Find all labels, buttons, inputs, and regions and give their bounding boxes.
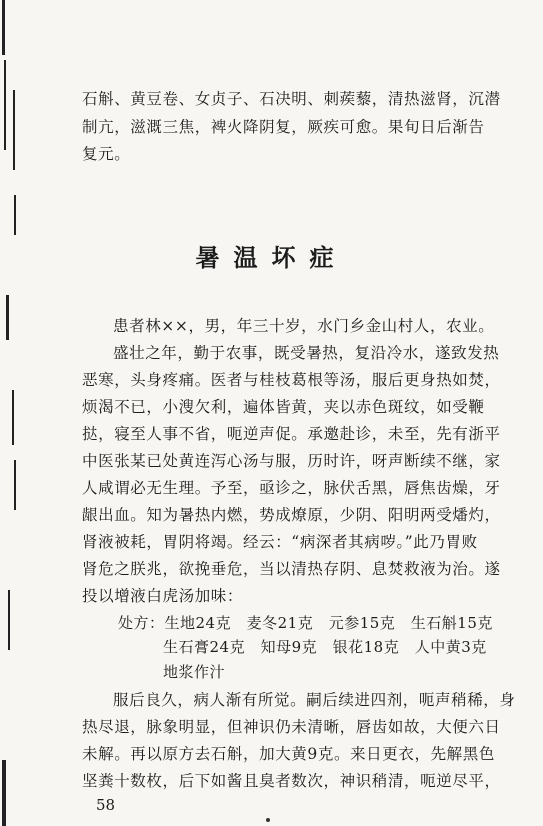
- paragraph-line: 投以增液白虎汤加味：: [82, 587, 244, 605]
- prescription-label: 处方：: [118, 614, 165, 632]
- prescription-herbs-1: 生地24克 麦冬21克 元参15克 生石斛15克: [164, 614, 493, 632]
- paragraph-line: 龈出血。知为暑热内燃，势成燎原，少阴、阳明两受燔灼，: [82, 506, 501, 524]
- page-dot: [266, 818, 270, 822]
- paragraph-line: 制亢，滋溉三焦，裨火降阴复，厥疾可愈。果旬日后渐告: [82, 118, 485, 136]
- paragraph-line: 热尽退，脉象明显，但神识仍未清晰，唇齿如故，大便六日: [82, 718, 501, 736]
- paragraph-line: 坚粪十数枚，后下如酱且臭者数次，神识稍清，呃逆尽平，: [82, 772, 501, 790]
- paragraph-line: 肾液被耗，胃阴将竭。经云：“病深者其病哕。”此乃胃败: [82, 533, 478, 551]
- paragraph-line: 人咸谓必无生理。予至，亟诊之，脉伏舌黑，唇焦齿燥，牙: [82, 479, 501, 497]
- page-binding-edge: [0, 0, 20, 826]
- paragraph-line: 患者林××，男，年三十岁，水门乡金山村人，农业。: [113, 317, 495, 335]
- page-number: 58: [96, 796, 116, 814]
- prescription-herbs-2: 生石膏24克 知母9克 银花18克 人中黄3克: [163, 638, 487, 656]
- paragraph-line: 恶寒，头身疼痛。医者与桂枝葛根等汤，服后更身热如焚，: [82, 371, 501, 389]
- section-title: 暑温坏症: [195, 243, 348, 272]
- prescription-line: [118, 612, 538, 634]
- prescription-herbs-3: 地浆作汁: [163, 663, 226, 681]
- paragraph-line: 未解。再以原方去石斛，加大黄9克。来日更衣，先解黑色: [82, 745, 495, 763]
- paragraph-line: 复元。: [82, 145, 131, 163]
- paragraph-line: 中医张某已处黄连泻心汤与服，历时许，呀声断续不继，家: [82, 452, 501, 470]
- paragraph-line: 石斛、黄豆卷、女贞子、石决明、刺蒺藜，清热滋肾，沉潜: [82, 90, 501, 108]
- paragraph-line: 烦渴不已，小溲欠利，遍体皆黄，夹以赤色斑纹，如受鞭: [82, 398, 485, 416]
- paragraph-line: 挞，寝至人事不省，呃逆声促。承邀赴诊，未至，先有浙平: [82, 425, 501, 443]
- paragraph-line: 盛壮之年，勤于农事，既受暑热，复沿冷水，遂致发热: [113, 344, 500, 362]
- paragraph-line: 肾危之朕兆，欲挽垂危，当以清热存阴、息焚救液为治。遂: [82, 560, 501, 578]
- paragraph-line: 服后良久，病人渐有所觉。嗣后续进四剂，呃声稍稀，身: [113, 691, 516, 709]
